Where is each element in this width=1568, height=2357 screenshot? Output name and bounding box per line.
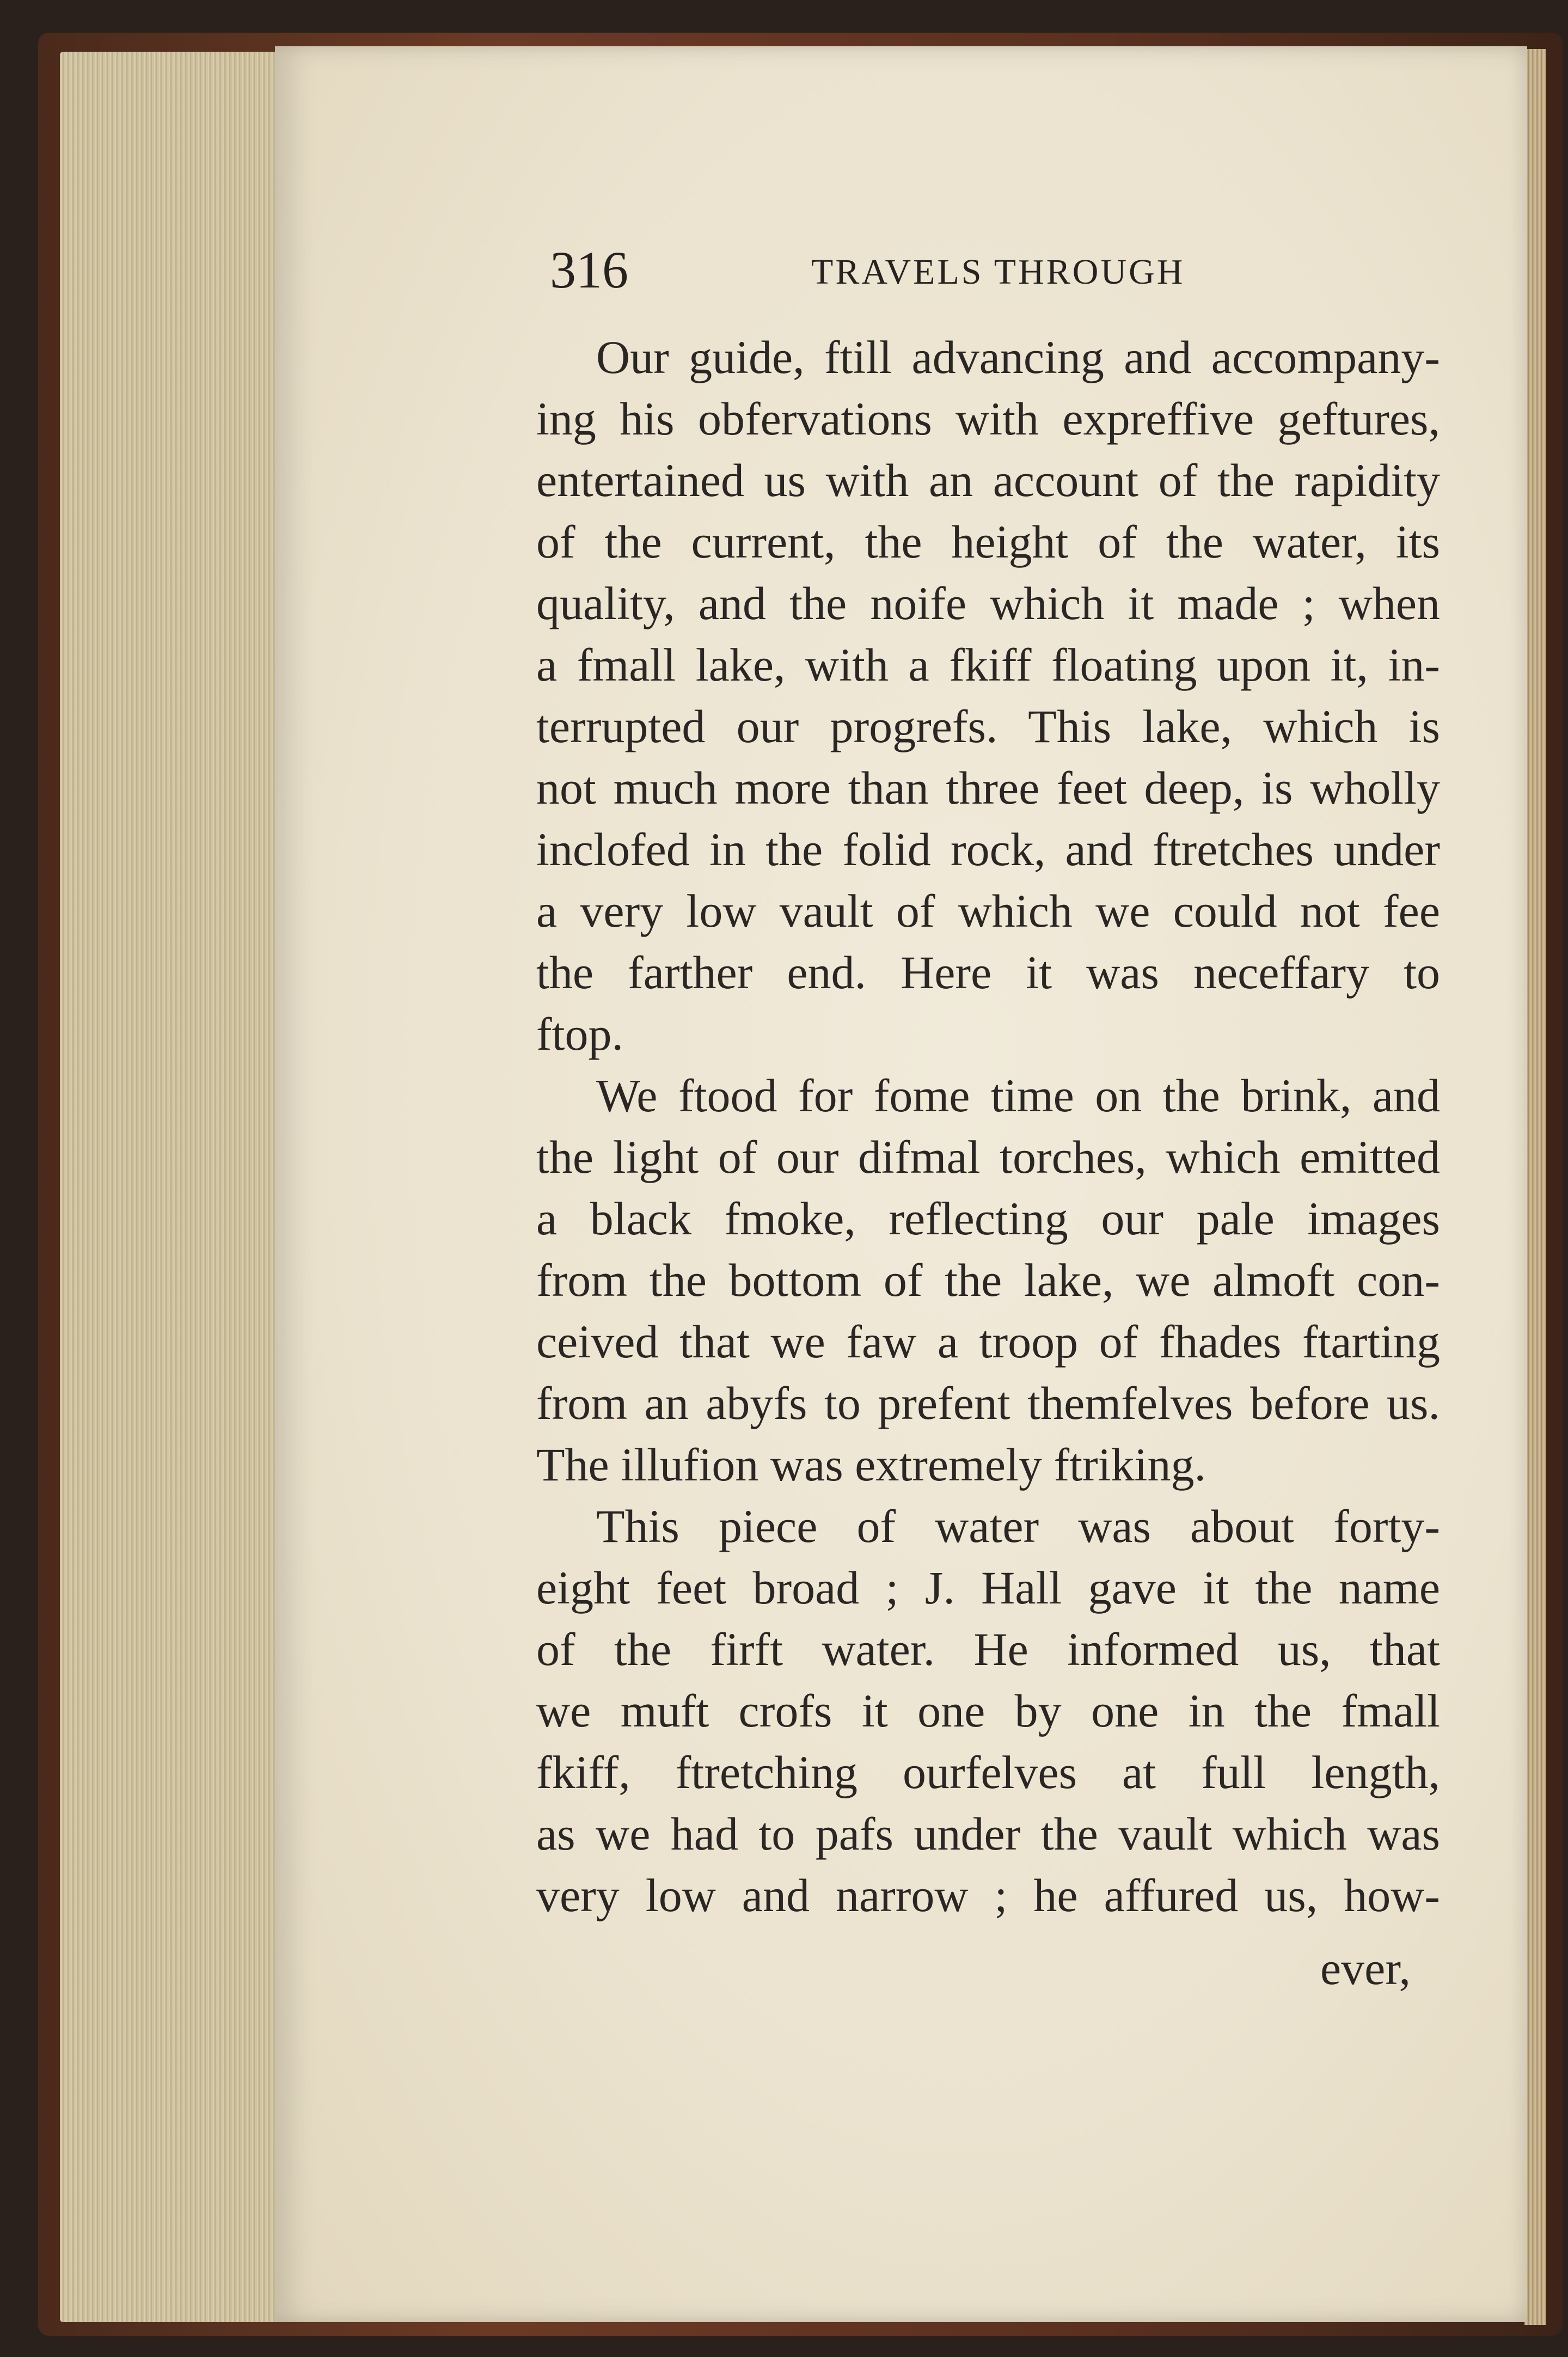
page-number: 316 bbox=[550, 241, 628, 299]
text-line: ceived that we faw a troop of fhades ftarting bbox=[536, 1315, 1440, 1368]
text-line: very low and narrow ; he affured us, how- bbox=[536, 1869, 1440, 1921]
text-line: from the bottom of the lake, we almoft con- bbox=[536, 1254, 1440, 1306]
text-line: a fmall lake, with a fkiff floating upon it, in- bbox=[536, 639, 1440, 691]
running-head: TRAVELS THROUGH bbox=[811, 252, 1185, 292]
text-line: The illufion was extremely ftriking. bbox=[536, 1438, 1206, 1491]
text-line: This piece of water was about forty- bbox=[596, 1500, 1440, 1552]
page-header bbox=[550, 240, 1258, 321]
text-line: we muft crofs it one by one in the fmall bbox=[536, 1685, 1440, 1737]
page-right-edge bbox=[1524, 49, 1546, 2325]
text-line: entertained us with an account of the rapidity bbox=[536, 454, 1440, 506]
text-line: eight feet broad ; J. Hall gave it the name bbox=[536, 1562, 1440, 1614]
text-line: fkiff, ftretching ourfelves at full length, bbox=[536, 1746, 1440, 1798]
body-text bbox=[536, 327, 1440, 1926]
text-line: We ftood for fome time on the brink, and bbox=[596, 1069, 1440, 1122]
text-line: as we had to pafs under the vault which was bbox=[536, 1808, 1440, 1860]
text-line: quality, and the noife which it made ; when bbox=[536, 577, 1440, 629]
text-line: the light of our difmal torches, which emitted bbox=[536, 1131, 1440, 1183]
catchword: ever, bbox=[1320, 1942, 1411, 1994]
text-line: ftop. bbox=[536, 1008, 624, 1060]
text-line: of the current, the height of the water, its bbox=[536, 516, 1440, 568]
text-line: inclofed in the folid rock, and ftretches under bbox=[536, 823, 1440, 876]
text-line: from an abyfs to prefent themfelves before us. bbox=[536, 1377, 1440, 1429]
text-line: ing his obfervations with expreffive geftures, bbox=[536, 393, 1440, 445]
text-line: Our guide, ftill advancing and accompany- bbox=[596, 331, 1440, 383]
text-line: terrupted our progrefs. This lake, which is bbox=[536, 700, 1440, 752]
text-line: the farther end. Here it was neceffary to bbox=[536, 946, 1440, 999]
page-edges bbox=[60, 52, 283, 2322]
text-line: a very low vault of which we could not fee bbox=[536, 885, 1440, 937]
text-line: a black fmoke, reflecting our pale images bbox=[536, 1192, 1440, 1245]
text-line: of the firft water. He informed us, that bbox=[536, 1623, 1440, 1675]
text-line: not much more than three feet deep, is wholly bbox=[536, 762, 1440, 814]
